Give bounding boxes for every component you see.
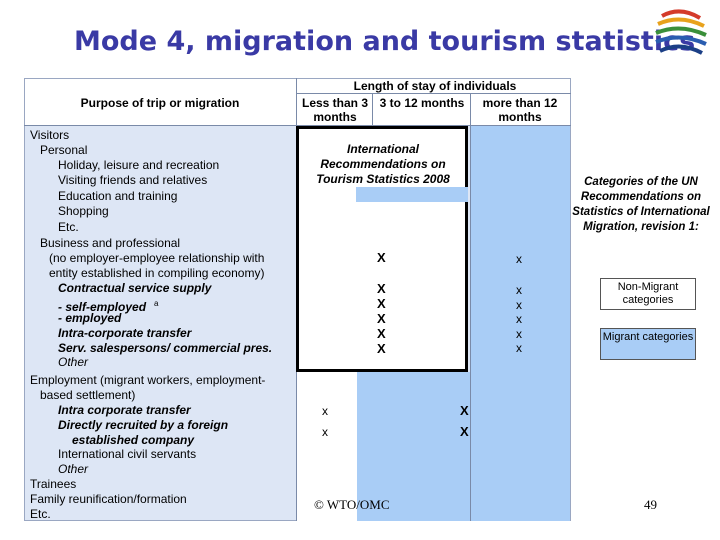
row-personal: Personal [40,143,88,157]
header-subdivider [296,93,571,94]
footnote-marker: a [154,299,159,308]
mark-intra-12plus: x [516,327,522,341]
row-business: Business and professional [40,236,181,250]
mark-contractual-12plus: x [516,283,522,297]
mark-direct-less-3: x [322,425,328,439]
slide-title: Mode 4, migration and tourism statistics [74,26,696,57]
legend-migrant: Migrant categories [600,328,696,360]
tourism-box-label: International Recommendations on Tourism Statistics 2008 [316,142,450,186]
mark-contractual-3-12: X [377,281,386,296]
row-etc: Etc. [58,220,79,234]
mark-direct-3-12: X [460,424,469,439]
row-intra-corporate-2: Intra corporate transfer [58,403,191,417]
row-intl-civil-servants: International civil servants [58,447,197,461]
mark-self-employed-12plus: x [516,298,522,312]
mark-business-3-12: X [377,250,386,265]
row-visiting: Visiting friends and relatives [58,173,208,187]
row-directly-recruited: Directly recruited by a foreign [58,418,229,432]
length-header: Length of stay of individuals [353,79,517,93]
mark-business-12plus: x [516,252,522,266]
row-employment: Employment (migrant workers, employment- [30,373,266,387]
col-3-12: 3 to 12 months [379,96,465,110]
row-contractual: Contractual service supply [58,281,212,295]
copyright: © WTO/OMC [314,497,390,512]
mark-intra2-3-12: X [460,403,469,418]
mark-self-employed-3-12: X [377,296,386,311]
page-number: 49 [644,497,657,512]
mark-intra-3-12: X [377,326,386,341]
mark-employed-3-12: X [377,311,386,326]
row-education: Education and training [58,189,178,203]
row-business-note: (no employer-employee relationship with [49,251,265,265]
row-employed: - employed [58,311,122,325]
row-shopping: Shopping [58,204,109,218]
purpose-header: Purpose of trip or migration [80,96,240,110]
column-divider [372,93,373,125]
mark-serv-3-12: X [377,341,386,356]
row-visitors: Visitors [30,128,70,142]
row-family: Family reunification/formation [30,492,187,506]
mark-employed-12plus: x [516,312,522,326]
row-serv-salespersons: Serv. salespersons/ commercial pres. [58,341,273,355]
row-holiday: Holiday, leisure and recreation [58,158,220,172]
col-more-12: more than 12 months [482,96,558,124]
wto-logo-icon [650,8,710,64]
mark-serv-12plus: x [516,341,522,355]
tourism-blue-strip [356,187,468,202]
row-intra-corporate: Intra-corporate transfer [58,326,192,340]
mark-intra2-less-3: x [322,404,328,418]
row-trainees: Trainees [30,477,77,491]
row-employment-cont: based settlement) [40,388,136,402]
col-less-3: Less than 3 months [301,96,369,124]
row-other-2: Other [58,462,89,476]
row-other: Other [58,355,89,369]
legend-title: Categories of the UN Recommendations on Statistics of International Migration, revision 1: [572,176,710,233]
row-business-note: entity established in compiling economy) [49,266,265,280]
row-established-company: established company [72,433,195,447]
legend-non-migrant: Non-Migrant categories [600,278,696,310]
self-employed-label: - self-employed [58,300,147,314]
row-etc-2: Etc. [30,507,51,521]
